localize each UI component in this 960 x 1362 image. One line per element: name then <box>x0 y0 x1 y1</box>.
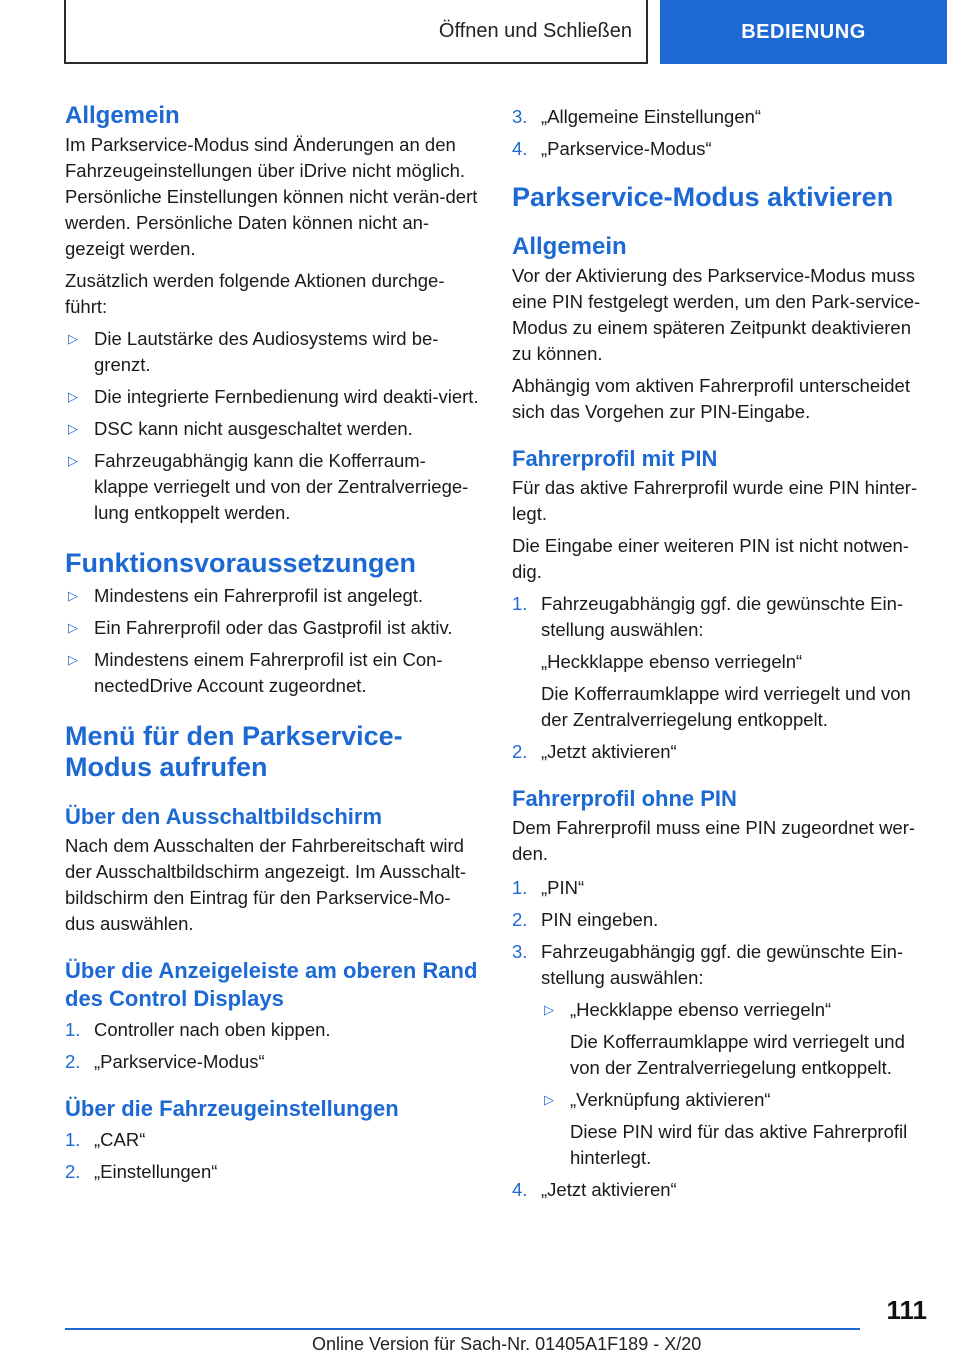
list-item: ▷ Ein Fahrerprofil oder das Gastprofil ist aktiv. <box>65 615 479 641</box>
list-item: 3. „Allgemeine Einstellungen“ <box>512 104 926 130</box>
paragraph: Zusätzlich werden folgende Aktionen durchge-führt: <box>65 270 445 317</box>
option-description: Diese PIN wird für das aktive Fahrerprofil hinterlegt. <box>570 1121 908 1168</box>
list-item: ▷ Mindestens ein Fahrerprofil ist angelegt. <box>65 583 479 609</box>
list-item: 2. „Jetzt aktivieren“ <box>512 739 926 765</box>
list-item: ▷ Mindestens einem Fahrerprofil ist ein Con-nectedDrive Account zugeordnet. <box>68 649 443 696</box>
heading-anzeigeleiste: Über die Anzeigeleiste am oberen Rand des Control Displays <box>65 958 478 1011</box>
list-item: 4. „Parkservice-Modus“ <box>512 136 926 162</box>
bullet-list-requirements <box>65 583 479 699</box>
step-number: 2. <box>512 909 528 930</box>
paragraph: Vor der Aktivierung des Parkservice-Modus muss eine PIN festgelegt werden, um den Park-service-Modus zu einem späteren Zeitpunkt deaktivieren zu können. <box>512 265 921 364</box>
heading-allgemein-right: Allgemein <box>512 233 627 260</box>
list-item: 3. Fahrzeugabhängig ggf. die gewünschte Ein-stellung auswählen: ▷ „Heckklappe ebenso verriegeln“ Die Kofferraumklappe wird verriegelt und von der Zentralverriegelung entkoppelt. ▷ „Verknüpfung aktivieren“ Diese PIN wird für das aktive Fahrerprofil hinterlegt. <box>512 939 926 1171</box>
list-item: ▷ Fahrzeugabhängig kann die Kofferraum-klappe verriegelt und von der Zentralverriege-lung entkoppelt werden. <box>68 450 469 523</box>
paragraph: Nach dem Ausschalten der Fahrbereitschaft wird der Ausschaltbildschirm angezeigt. Im Ausschalt-bildschirm den Eintrag für den Parkservice-Mo-dus auswählen. <box>65 835 467 934</box>
step-number: 2. <box>65 1051 81 1072</box>
list-item: 1. Controller nach oben kippen. <box>65 1017 479 1043</box>
list-item: 2. „Parkservice-Modus“ <box>65 1049 479 1075</box>
list-item: ▷ DSC kann nicht ausgeschaltet werden. <box>65 416 479 442</box>
heading-funktionsvoraussetzungen: Funktionsvoraussetzungen <box>65 548 417 578</box>
step-number: 1. <box>512 877 528 898</box>
list-item: ▷ „Verknüpfung aktivieren“ Diese PIN wird für das aktive Fahrerprofil hinterlegt. <box>541 1087 926 1171</box>
numbered-list-anzeige <box>65 1017 479 1075</box>
page-number: 111 <box>886 1295 927 1325</box>
sub-bullet-list <box>541 997 926 1171</box>
option-label: „Heckklappe ebenso verriegeln“ <box>541 651 803 672</box>
list-item: ▷ Die Lautstärke des Audiosystems wird be-grenzt. <box>68 328 439 375</box>
step-number: 1. <box>65 1019 81 1040</box>
step-number: 3. <box>512 106 528 127</box>
heading-fahrerprofil-ohne-pin: Fahrerprofil ohne PIN <box>512 786 737 811</box>
paragraph: Für das aktive Fahrerprofil wurde eine PIN hinter-legt. <box>512 477 918 524</box>
heading-fahrerprofil-mit-pin: Fahrerprofil mit PIN <box>512 446 718 471</box>
heading-allgemein: Allgemein <box>65 102 180 129</box>
step-number: 1. <box>65 1129 81 1150</box>
option-description: Die Kofferraumklappe wird verriegelt und von der Zentralverriegelung entkoppelt. <box>541 683 911 730</box>
triangle-bullet-icon: ▷ <box>68 421 78 436</box>
footer-rule <box>65 1328 860 1330</box>
list-item: 2. PIN eingeben. <box>512 907 926 933</box>
triangle-bullet-icon: ▷ <box>68 620 78 635</box>
list-item: ▷ „Heckklappe ebenso verriegeln“ Die Kofferraumklappe wird verriegelt und von der Zentralverriegelung entkoppelt. <box>541 997 926 1081</box>
header-chapter-title: BEDIENUNG <box>741 20 866 43</box>
heading-menu-aufrufen: Menü für den Parkservice-Modus aufrufen <box>65 721 403 782</box>
heading-fahrzeugeinstellungen: Über die Fahrzeugeinstellungen <box>65 1096 399 1121</box>
heading-parkservice-aktivieren: Parkservice-Modus aktivieren <box>512 182 894 212</box>
paragraph: Dem Fahrerprofil muss eine PIN zugeordnet wer-den. <box>512 817 916 864</box>
header-section-box <box>64 0 648 64</box>
triangle-bullet-icon: ▷ <box>68 588 78 603</box>
step-number: 2. <box>65 1161 81 1182</box>
left-column <box>65 98 479 1185</box>
right-column <box>512 104 926 1203</box>
numbered-list-continued <box>512 104 926 162</box>
triangle-bullet-icon: ▷ <box>68 652 78 667</box>
triangle-bullet-icon: ▷ <box>68 389 78 404</box>
header-section-title: Öffnen und Schließen <box>438 19 632 42</box>
step-number: 4. <box>512 1179 528 1200</box>
step-number: 4. <box>512 138 528 159</box>
option-description: Die Kofferraumklappe wird verriegelt und von der Zentralverriegelung entkoppelt. <box>570 1031 905 1078</box>
numbered-list-ohne-pin <box>512 875 926 1203</box>
heading-ausschaltbildschirm: Über den Ausschaltbildschirm <box>65 804 383 829</box>
paragraph: Die Eingabe einer weiteren PIN ist nicht notwen-dig. <box>512 535 909 582</box>
step-number: 3. <box>512 941 528 962</box>
bullet-list-actions <box>65 326 479 526</box>
footer-text: Online Version für Sach-Nr. 01405A1F189 - X/20 <box>312 1334 702 1354</box>
numbered-list-mit-pin <box>512 591 926 765</box>
list-item: 1. „PIN“ <box>512 875 926 901</box>
paragraph: Im Parkservice-Modus sind Änderungen an den Fahrzeugeinstellungen über iDrive nicht möglich. Persönliche Einstellungen können nicht verän-dert werden. Persönliche Daten können nicht an-gezeigt werden. <box>65 134 478 259</box>
triangle-bullet-icon: ▷ <box>68 453 78 468</box>
step-number: 1. <box>512 593 528 614</box>
triangle-bullet-icon: ▷ <box>544 1092 554 1107</box>
paragraph: Abhängig vom aktiven Fahrerprofil unterscheidet sich das Vorgehen zur PIN-Eingabe. <box>512 375 910 422</box>
step-number: 2. <box>512 741 528 762</box>
triangle-bullet-icon: ▷ <box>68 331 78 346</box>
triangle-bullet-icon: ▷ <box>544 1002 554 1017</box>
numbered-list-fahrzeug <box>65 1127 479 1185</box>
list-item: 2. „Einstellungen“ <box>65 1159 479 1185</box>
header-chapter-tab <box>660 0 947 64</box>
list-item: ▷ Die integrierte Fernbedienung wird deakti-viert. <box>65 384 479 410</box>
list-item: 4. „Jetzt aktivieren“ <box>512 1177 926 1203</box>
list-item: 1. „CAR“ <box>65 1127 479 1153</box>
list-item: 1. Fahrzeugabhängig ggf. die gewünschte Ein-stellung auswählen: „Heckklappe ebenso verriegeln“ Die Kofferraumklappe wird verriegelt und von der Zentralverriegelung entkoppelt. <box>512 591 926 733</box>
